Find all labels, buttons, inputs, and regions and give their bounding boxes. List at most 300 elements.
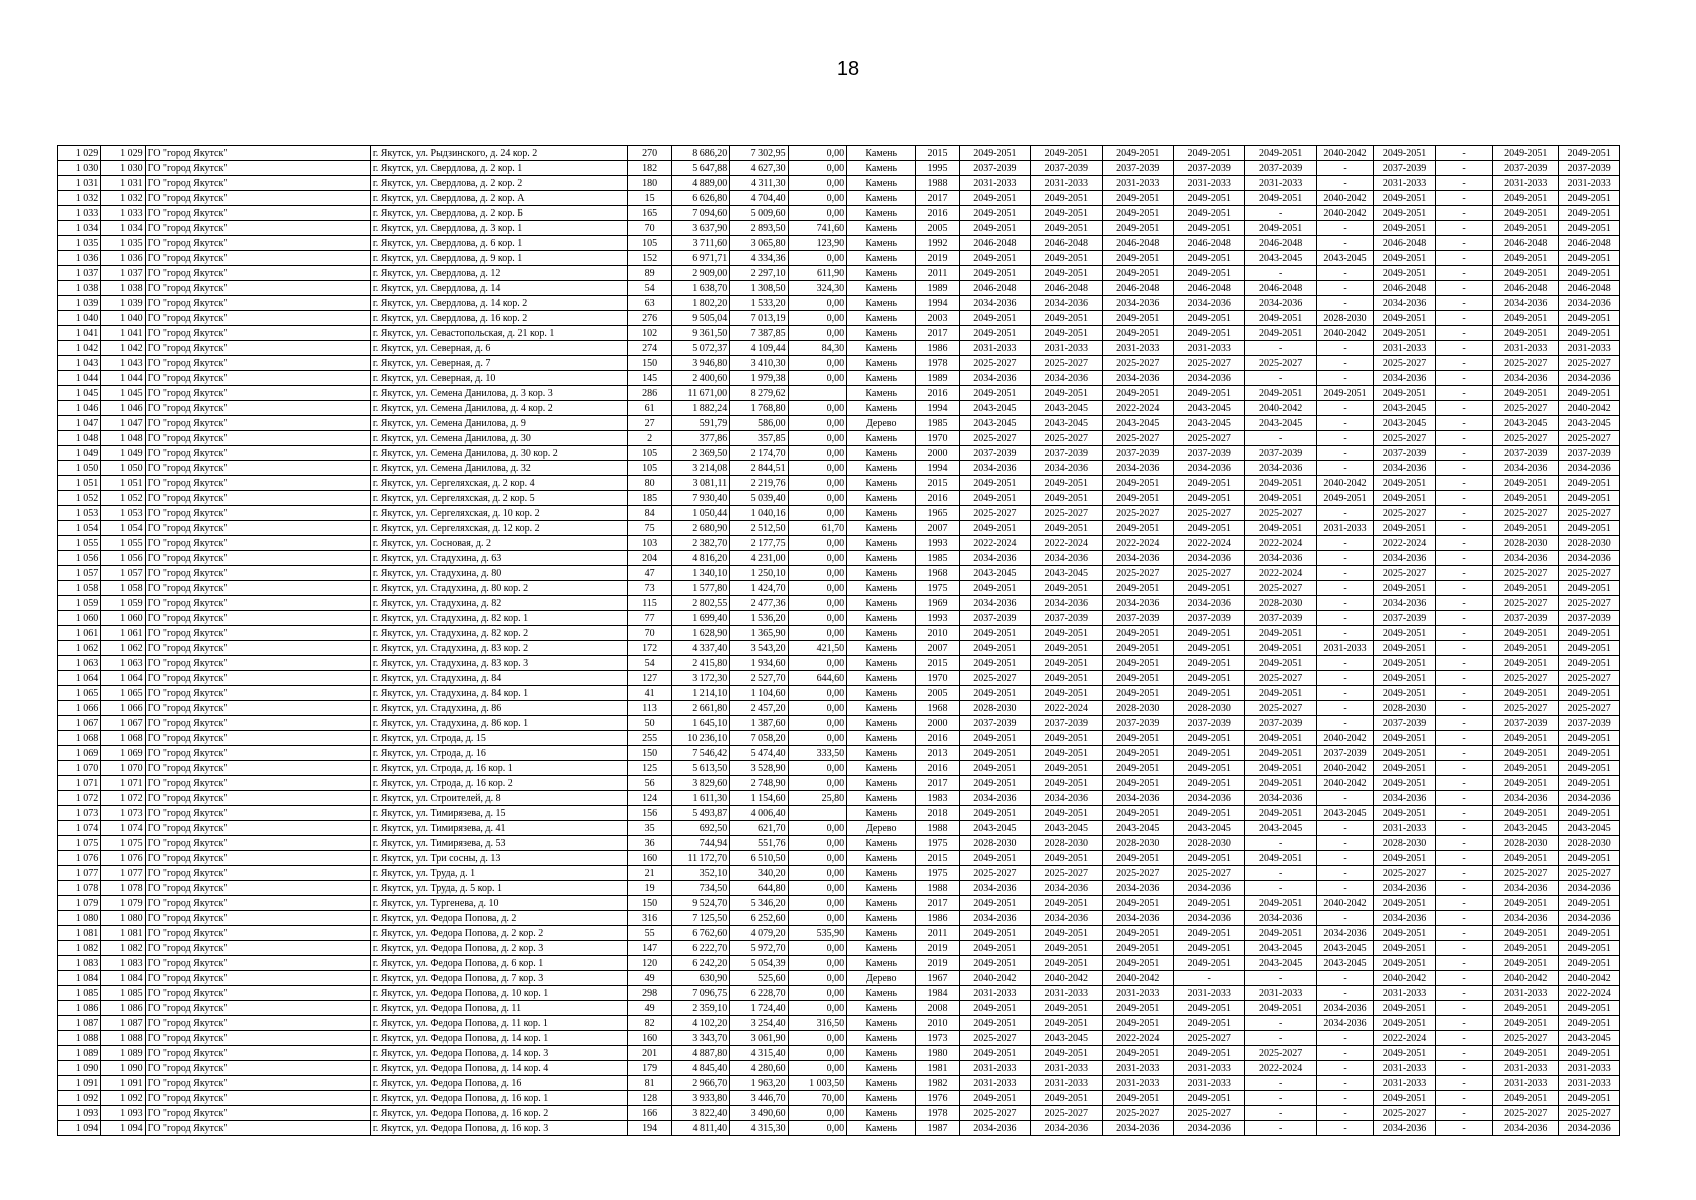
cell-address: г. Якутск, ул. Свердлова, д. 2 кор. А: [370, 191, 628, 206]
cell-period-3: 2049-2051: [1102, 626, 1173, 641]
cell-address: г. Якутск, ул. Северная, д. 7: [370, 356, 628, 371]
cell-wall-material: Камень: [847, 716, 916, 731]
cell-period-1: 2028-2030: [959, 701, 1030, 716]
cell-period-7: 2034-2036: [1374, 791, 1436, 806]
cell-living-area: 2 844,51: [730, 461, 788, 476]
cell-total-area: 9 505,04: [671, 311, 729, 326]
cell-total-area: 2 359,10: [671, 1001, 729, 1016]
cell-residents: 204: [628, 551, 671, 566]
cell-nonresidential-area: 0,00: [788, 821, 846, 836]
cell-row-number: 1 065: [58, 686, 101, 701]
cell-period-2: 2043-2045: [1031, 401, 1102, 416]
cell-period-6: 2034-2036: [1316, 1001, 1373, 1016]
cell-record-number: 1 049: [101, 446, 145, 461]
cell-period-5: -: [1245, 1091, 1316, 1106]
cell-period-10: 2049-2051: [1559, 491, 1620, 506]
cell-period-3: 2031-2033: [1102, 176, 1173, 191]
cell-period-2: 2025-2027: [1031, 356, 1102, 371]
cell-commission-year: 1965: [916, 506, 959, 521]
cell-period-9: 2034-2036: [1493, 911, 1559, 926]
cell-row-number: 1 029: [58, 146, 101, 161]
cell-period-9: 2049-2051: [1493, 926, 1559, 941]
cell-period-1: 2049-2051: [959, 1001, 1030, 1016]
cell-total-area: 2 966,70: [671, 1076, 729, 1091]
cell-address: г. Якутск, ул. Рыдзинского, д. 24 кор. 2: [370, 146, 628, 161]
cell-period-5: 2043-2045: [1245, 416, 1316, 431]
cell-wall-material: Камень: [847, 1031, 916, 1046]
cell-period-1: 2025-2027: [959, 671, 1030, 686]
cell-residents: 75: [628, 521, 671, 536]
cell-total-area: 1 050,44: [671, 506, 729, 521]
table-row: [58, 176, 1620, 191]
cell-commission-year: 2010: [916, 626, 959, 641]
cell-period-4: 2049-2051: [1173, 251, 1244, 266]
table-row: [58, 776, 1620, 791]
cell-period-2: 2049-2051: [1031, 641, 1102, 656]
cell-record-number: 1 033: [101, 206, 145, 221]
cell-period-8: -: [1435, 431, 1492, 446]
cell-period-2: 2049-2051: [1031, 851, 1102, 866]
table-row: [58, 716, 1620, 731]
cell-period-9: 2049-2051: [1493, 206, 1559, 221]
cell-period-4: 2049-2051: [1173, 521, 1244, 536]
cell-period-9: 2049-2051: [1493, 956, 1559, 971]
cell-commission-year: 1968: [916, 566, 959, 581]
cell-period-8: -: [1435, 146, 1492, 161]
cell-period-9: 2049-2051: [1493, 386, 1559, 401]
cell-nonresidential-area: 0,00: [788, 161, 846, 176]
cell-living-area: 357,85: [730, 431, 788, 446]
cell-period-6: -: [1316, 701, 1373, 716]
cell-period-1: 2049-2051: [959, 686, 1030, 701]
cell-period-5: 2049-2051: [1245, 806, 1316, 821]
cell-period-5: -: [1245, 1016, 1316, 1031]
table-row: [58, 476, 1620, 491]
cell-period-1: 2049-2051: [959, 941, 1030, 956]
cell-row-number: 1 052: [58, 491, 101, 506]
cell-period-3: 2049-2051: [1102, 206, 1173, 221]
cell-row-number: 1 031: [58, 176, 101, 191]
cell-period-3: 2049-2051: [1102, 1016, 1173, 1031]
cell-period-5: 2046-2048: [1245, 281, 1316, 296]
cell-period-6: -: [1316, 986, 1373, 1001]
cell-nonresidential-area: 0,00: [788, 956, 846, 971]
cell-commission-year: 1988: [916, 176, 959, 191]
cell-living-area: 3 490,60: [730, 1106, 788, 1121]
cell-wall-material: Камень: [847, 1076, 916, 1091]
cell-period-4: 2049-2051: [1173, 1001, 1244, 1016]
table-row: [58, 701, 1620, 716]
cell-row-number: 1 089: [58, 1046, 101, 1061]
cell-living-area: 2 748,90: [730, 776, 788, 791]
cell-living-area: 5 474,40: [730, 746, 788, 761]
cell-address: г. Якутск, ул. Сергеляхская, д. 12 кор. 2: [370, 521, 628, 536]
cell-period-2: 2031-2033: [1031, 176, 1102, 191]
table-row: [58, 896, 1620, 911]
cell-record-number: 1 038: [101, 281, 145, 296]
cell-record-number: 1 078: [101, 881, 145, 896]
cell-living-area: 6 228,70: [730, 986, 788, 1001]
cell-period-6: -: [1316, 236, 1373, 251]
cell-address: г. Якутск, ул. Федора Попова, д. 2 кор. 3: [370, 941, 628, 956]
table-row: [58, 911, 1620, 926]
cell-period-4: 2034-2036: [1173, 596, 1244, 611]
cell-record-number: 1 035: [101, 236, 145, 251]
cell-period-6: -: [1316, 176, 1373, 191]
cell-period-7: 2049-2051: [1374, 581, 1436, 596]
cell-wall-material: Камень: [847, 161, 916, 176]
cell-period-2: 2037-2039: [1031, 611, 1102, 626]
cell-address: г. Якутск, ул. Тургенева, д. 10: [370, 896, 628, 911]
cell-commission-year: 1986: [916, 341, 959, 356]
cell-period-1: 2049-2051: [959, 221, 1030, 236]
cell-period-9: 2049-2051: [1493, 1001, 1559, 1016]
cell-nonresidential-area: 0,00: [788, 1121, 846, 1136]
cell-period-6: 2034-2036: [1316, 1016, 1373, 1031]
cell-nonresidential-area: 0,00: [788, 971, 846, 986]
cell-living-area: 1 250,10: [730, 566, 788, 581]
cell-municipality: ГО "город Якутск": [145, 851, 370, 866]
table-row: [58, 866, 1620, 881]
cell-address: г. Якутск, ул. Стадухина, д. 80: [370, 566, 628, 581]
cell-record-number: 1 086: [101, 1001, 145, 1016]
cell-period-8: -: [1435, 311, 1492, 326]
cell-period-4: 2049-2051: [1173, 686, 1244, 701]
cell-period-5: 2046-2048: [1245, 236, 1316, 251]
cell-record-number: 1 081: [101, 926, 145, 941]
cell-commission-year: 2017: [916, 896, 959, 911]
cell-period-1: 2034-2036: [959, 551, 1030, 566]
cell-period-8: -: [1435, 1121, 1492, 1136]
cell-row-number: 1 048: [58, 431, 101, 446]
cell-total-area: 2 382,70: [671, 536, 729, 551]
cell-record-number: 1 088: [101, 1031, 145, 1046]
cell-period-2: 2031-2033: [1031, 1076, 1102, 1091]
cell-commission-year: 2011: [916, 266, 959, 281]
cell-residents: 41: [628, 686, 671, 701]
cell-period-9: 2034-2036: [1493, 791, 1559, 806]
cell-period-8: -: [1435, 941, 1492, 956]
cell-period-10: 2049-2051: [1559, 1046, 1620, 1061]
cell-address: г. Якутск, ул. Тимирязева, д. 41: [370, 821, 628, 836]
cell-period-2: 2049-2051: [1031, 1091, 1102, 1106]
cell-period-1: 2028-2030: [959, 836, 1030, 851]
cell-period-8: -: [1435, 1031, 1492, 1046]
table-row: [58, 371, 1620, 386]
cell-period-3: 2049-2051: [1102, 386, 1173, 401]
cell-period-9: 2049-2051: [1493, 326, 1559, 341]
cell-row-number: 1 038: [58, 281, 101, 296]
cell-period-2: 2049-2051: [1031, 806, 1102, 821]
cell-period-8: -: [1435, 806, 1492, 821]
table-row: [58, 161, 1620, 176]
cell-row-number: 1 062: [58, 641, 101, 656]
cell-residents: 150: [628, 746, 671, 761]
cell-nonresidential-area: [788, 386, 846, 401]
cell-nonresidential-area: 0,00: [788, 476, 846, 491]
cell-commission-year: 2007: [916, 641, 959, 656]
cell-period-3: 2025-2027: [1102, 1106, 1173, 1121]
cell-row-number: 1 085: [58, 986, 101, 1001]
cell-record-number: 1 076: [101, 851, 145, 866]
cell-period-10: 2025-2027: [1559, 566, 1620, 581]
cell-wall-material: Камень: [847, 206, 916, 221]
cell-period-3: 2049-2051: [1102, 191, 1173, 206]
cell-wall-material: Камень: [847, 956, 916, 971]
table-row: [58, 386, 1620, 401]
cell-period-6: -: [1316, 431, 1373, 446]
cell-period-6: -: [1316, 866, 1373, 881]
cell-period-10: 2049-2051: [1559, 761, 1620, 776]
cell-period-7: 2031-2033: [1374, 1076, 1436, 1091]
cell-period-6: 2049-2051: [1316, 491, 1373, 506]
cell-address: г. Якутск, ул. Семена Данилова, д. 3 кор. 3: [370, 386, 628, 401]
table-row: [58, 986, 1620, 1001]
cell-period-10: 2037-2039: [1559, 446, 1620, 461]
cell-commission-year: 1988: [916, 881, 959, 896]
cell-municipality: ГО "город Якутск": [145, 176, 370, 191]
cell-period-2: 2049-2051: [1031, 956, 1102, 971]
cell-total-area: 3 637,90: [671, 221, 729, 236]
cell-record-number: 1 092: [101, 1091, 145, 1106]
cell-residents: 105: [628, 461, 671, 476]
cell-wall-material: Камень: [847, 311, 916, 326]
cell-period-1: 2049-2051: [959, 476, 1030, 491]
cell-wall-material: Камень: [847, 851, 916, 866]
cell-period-8: -: [1435, 926, 1492, 941]
cell-nonresidential-area: 611,90: [788, 266, 846, 281]
cell-residents: 50: [628, 716, 671, 731]
cell-period-1: 2049-2051: [959, 251, 1030, 266]
cell-period-3: 2022-2024: [1102, 536, 1173, 551]
cell-period-7: 2049-2051: [1374, 761, 1436, 776]
cell-period-10: 2031-2033: [1559, 341, 1620, 356]
cell-period-5: 2049-2051: [1245, 686, 1316, 701]
cell-period-8: -: [1435, 821, 1492, 836]
cell-residents: 166: [628, 1106, 671, 1121]
cell-row-number: 1 050: [58, 461, 101, 476]
cell-wall-material: Камень: [847, 776, 916, 791]
cell-living-area: 6 252,60: [730, 911, 788, 926]
cell-period-6: -: [1316, 416, 1373, 431]
cell-period-6: 2040-2042: [1316, 761, 1373, 776]
cell-residents: 84: [628, 506, 671, 521]
cell-period-10: 2025-2027: [1559, 701, 1620, 716]
cell-nonresidential-area: 0,00: [788, 1106, 846, 1121]
cell-period-3: 2049-2051: [1102, 521, 1173, 536]
cell-row-number: 1 072: [58, 791, 101, 806]
cell-municipality: ГО "город Якутск": [145, 581, 370, 596]
cell-period-1: 2049-2051: [959, 851, 1030, 866]
cell-record-number: 1 046: [101, 401, 145, 416]
cell-period-8: -: [1435, 626, 1492, 641]
cell-commission-year: 2005: [916, 686, 959, 701]
cell-living-area: 1 308,50: [730, 281, 788, 296]
cell-period-4: 2049-2051: [1173, 146, 1244, 161]
cell-address: г. Якутск, ул. Федора Попова, д. 14 кор. 1: [370, 1031, 628, 1046]
cell-commission-year: 2017: [916, 326, 959, 341]
cell-period-8: -: [1435, 611, 1492, 626]
cell-residents: 152: [628, 251, 671, 266]
cell-living-area: 2 174,70: [730, 446, 788, 461]
cell-nonresidential-area: 0,00: [788, 776, 846, 791]
cell-period-4: 2049-2051: [1173, 746, 1244, 761]
cell-period-10: 2037-2039: [1559, 611, 1620, 626]
cell-nonresidential-area: 0,00: [788, 536, 846, 551]
cell-living-area: 2 527,70: [730, 671, 788, 686]
cell-record-number: 1 082: [101, 941, 145, 956]
cell-period-4: 2049-2051: [1173, 956, 1244, 971]
cell-commission-year: 2008: [916, 1001, 959, 1016]
cell-period-5: 2049-2051: [1245, 851, 1316, 866]
cell-period-7: 2022-2024: [1374, 536, 1436, 551]
cell-period-3: 2034-2036: [1102, 461, 1173, 476]
cell-living-area: 2 512,50: [730, 521, 788, 536]
cell-period-10: 2028-2030: [1559, 536, 1620, 551]
cell-period-8: -: [1435, 251, 1492, 266]
cell-period-1: 2049-2051: [959, 896, 1030, 911]
cell-commission-year: 1994: [916, 461, 959, 476]
cell-period-7: 2049-2051: [1374, 896, 1436, 911]
cell-record-number: 1 061: [101, 626, 145, 641]
cell-period-3: 2049-2051: [1102, 941, 1173, 956]
cell-period-2: 2034-2036: [1031, 371, 1102, 386]
cell-total-area: 10 236,10: [671, 731, 729, 746]
cell-address: г. Якутск, ул. Стадухина, д. 82: [370, 596, 628, 611]
cell-period-2: 2025-2027: [1031, 1106, 1102, 1121]
cell-period-2: 2049-2051: [1031, 671, 1102, 686]
cell-period-8: -: [1435, 536, 1492, 551]
cell-row-number: 1 046: [58, 401, 101, 416]
cell-nonresidential-area: 0,00: [788, 626, 846, 641]
cell-period-4: 2049-2051: [1173, 641, 1244, 656]
cell-period-9: 2040-2042: [1493, 971, 1559, 986]
cell-wall-material: Камень: [847, 641, 916, 656]
cell-period-5: -: [1245, 1121, 1316, 1136]
cell-period-8: -: [1435, 356, 1492, 371]
cell-period-9: 2031-2033: [1493, 986, 1559, 1001]
cell-municipality: ГО "город Якутск": [145, 1121, 370, 1136]
cell-record-number: 1 055: [101, 536, 145, 551]
cell-nonresidential-area: 0,00: [788, 206, 846, 221]
cell-period-8: -: [1435, 986, 1492, 1001]
cell-address: г. Якутск, ул. Труда, д. 5 кор. 1: [370, 881, 628, 896]
cell-period-7: 2037-2039: [1374, 446, 1436, 461]
cell-municipality: ГО "город Якутск": [145, 821, 370, 836]
cell-address: г. Якутск, ул. Тимирязева, д. 53: [370, 836, 628, 851]
cell-period-1: 2049-2051: [959, 626, 1030, 641]
cell-period-7: 2034-2036: [1374, 881, 1436, 896]
cell-record-number: 1 087: [101, 1016, 145, 1031]
cell-row-number: 1 071: [58, 776, 101, 791]
cell-record-number: 1 071: [101, 776, 145, 791]
cell-record-number: 1 066: [101, 701, 145, 716]
cell-period-3: 2049-2051: [1102, 581, 1173, 596]
cell-period-8: -: [1435, 836, 1492, 851]
cell-period-4: 2025-2027: [1173, 506, 1244, 521]
cell-period-3: 2049-2051: [1102, 641, 1173, 656]
cell-period-1: 2034-2036: [959, 791, 1030, 806]
cell-period-5: 2037-2039: [1245, 716, 1316, 731]
cell-total-area: 1 214,10: [671, 686, 729, 701]
cell-period-5: 2043-2045: [1245, 821, 1316, 836]
cell-period-3: 2034-2036: [1102, 296, 1173, 311]
cell-period-5: -: [1245, 971, 1316, 986]
cell-wall-material: Камень: [847, 926, 916, 941]
cell-municipality: ГО "город Якутск": [145, 806, 370, 821]
cell-period-8: -: [1435, 221, 1492, 236]
cell-living-area: 5 346,20: [730, 896, 788, 911]
cell-address: г. Якутск, ул. Стадухина, д. 63: [370, 551, 628, 566]
cell-record-number: 1 074: [101, 821, 145, 836]
cell-record-number: 1 089: [101, 1046, 145, 1061]
cell-total-area: 1 802,20: [671, 296, 729, 311]
cell-period-10: 2049-2051: [1559, 926, 1620, 941]
cell-period-8: -: [1435, 746, 1492, 761]
cell-period-10: 2049-2051: [1559, 941, 1620, 956]
table-row: [58, 971, 1620, 986]
cell-nonresidential-area: 0,00: [788, 716, 846, 731]
cell-period-4: 2034-2036: [1173, 791, 1244, 806]
cell-period-1: 2031-2033: [959, 1076, 1030, 1091]
cell-period-9: 2043-2045: [1493, 821, 1559, 836]
cell-commission-year: 1994: [916, 296, 959, 311]
cell-period-4: 2049-2051: [1173, 491, 1244, 506]
cell-period-5: 2049-2051: [1245, 731, 1316, 746]
cell-residents: 63: [628, 296, 671, 311]
cell-commission-year: 1973: [916, 1031, 959, 1046]
cell-commission-year: 1993: [916, 611, 959, 626]
table-row: [58, 251, 1620, 266]
cell-address: г. Якутск, ул. Федора Попова, д. 6 кор. 1: [370, 956, 628, 971]
table-row: [58, 416, 1620, 431]
table-row: [58, 221, 1620, 236]
cell-address: г. Якутск, ул. Сосновая, д. 2: [370, 536, 628, 551]
cell-period-4: 2049-2051: [1173, 1091, 1244, 1106]
cell-residents: 54: [628, 656, 671, 671]
cell-period-1: 2049-2051: [959, 326, 1030, 341]
cell-period-10: 2049-2051: [1559, 311, 1620, 326]
table-row: [58, 1106, 1620, 1121]
cell-address: г. Якутск, ул. Федора Попова, д. 7 кор. 3: [370, 971, 628, 986]
cell-period-4: 2049-2051: [1173, 671, 1244, 686]
cell-address: г. Якутск, ул. Семена Данилова, д. 32: [370, 461, 628, 476]
cell-period-7: 2034-2036: [1374, 296, 1436, 311]
cell-period-7: 2049-2051: [1374, 1016, 1436, 1031]
table-row: [58, 281, 1620, 296]
cell-total-area: 7 125,50: [671, 911, 729, 926]
cell-address: г. Якутск, ул. Сергеляхская, д. 2 кор. 5: [370, 491, 628, 506]
cell-period-2: 2043-2045: [1031, 821, 1102, 836]
table-row: [58, 611, 1620, 626]
cell-commission-year: 1989: [916, 281, 959, 296]
cell-row-number: 1 033: [58, 206, 101, 221]
cell-period-10: 2025-2027: [1559, 866, 1620, 881]
cell-living-area: 644,80: [730, 881, 788, 896]
cell-period-9: 2034-2036: [1493, 296, 1559, 311]
cell-living-area: 1 365,90: [730, 626, 788, 641]
cell-address: г. Якутск, ул. Федора Попова, д. 2 кор. 2: [370, 926, 628, 941]
cell-total-area: 6 242,20: [671, 956, 729, 971]
cell-period-6: -: [1316, 1106, 1373, 1121]
cell-period-8: -: [1435, 551, 1492, 566]
cell-nonresidential-area: 324,30: [788, 281, 846, 296]
cell-living-area: 1 040,16: [730, 506, 788, 521]
cell-total-area: 4 102,20: [671, 1016, 729, 1031]
cell-living-area: 1 387,60: [730, 716, 788, 731]
cell-nonresidential-area: 316,50: [788, 1016, 846, 1031]
cell-living-area: 3 065,80: [730, 236, 788, 251]
